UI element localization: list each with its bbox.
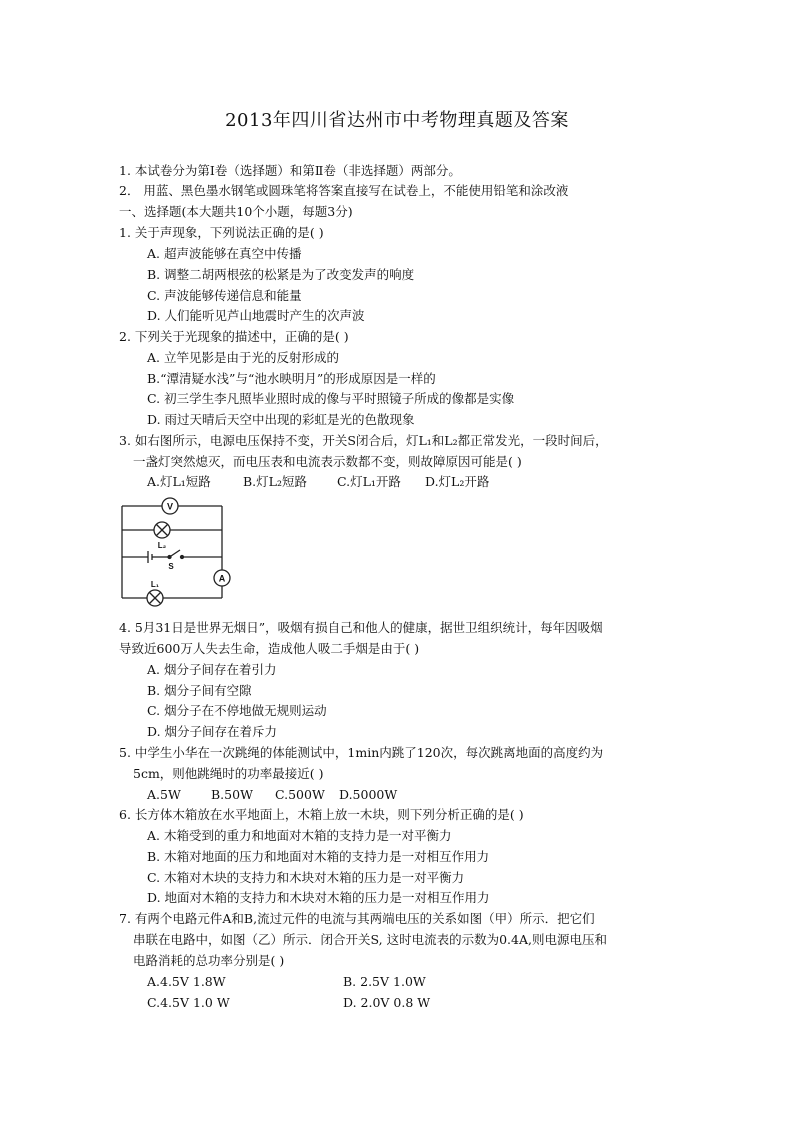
- note-2: 2． 用蓝、黑色墨水钢笔或圆珠笔将答案直接写在试卷上，不能使用铅笔和涂改液: [119, 183, 569, 198]
- q4-option-d: D. 烟分子间存在着斥力: [147, 724, 278, 739]
- q7-options-row2: [147, 994, 430, 1012]
- page-title: 2013年四川省达州市中考物理真题及答案: [225, 110, 569, 131]
- q2-option-a: A. 立竿见影是由于光的反射形成的: [147, 350, 339, 365]
- q4-option-c: C. 烟分子在不停地做无规则运动: [147, 703, 327, 718]
- q1-option-a: A. 超声波能够在真空中传播: [147, 246, 302, 261]
- q3-option-b: B.灯L₂短路: [243, 474, 307, 489]
- q5-option-a: A.5W: [147, 787, 181, 802]
- q6-option-b: B. 木箱对地面的压力和地面对木箱的支持力是一对相互作用力: [147, 849, 490, 864]
- q1-option-b: B. 调整二胡两根弦的松紧是为了改变发声的响度: [147, 267, 415, 282]
- q7-options-row1: [147, 973, 426, 991]
- q5-option-d: D.5000W: [339, 787, 398, 802]
- lamp-l1-label: L₁: [150, 580, 160, 589]
- q3-option-c: C.灯L₁开路: [337, 474, 401, 489]
- q4-option-b: B. 烟分子间有空隙: [147, 683, 252, 698]
- q7-option-a: A.4.5V 1.8W: [147, 974, 226, 989]
- q2-option-b: B.“潭清疑水浅”与“池水映明月”的形成原因是一样的: [147, 371, 436, 386]
- q7-option-c: C.4.5V 1.0 W: [147, 995, 230, 1010]
- q1-option-c: C. 声波能够传递信息和能量: [147, 288, 302, 303]
- q5-stem-line2: 5cm，则他跳绳时的功率最接近( ): [133, 766, 324, 781]
- voltmeter-label: V: [166, 501, 174, 512]
- q3-options: [147, 473, 489, 491]
- q6-option-a: A. 木箱受到的重力和地面对木箱的支持力是一对平衡力: [147, 828, 452, 843]
- q7-stem-line3: 电路消耗的总功率分别是( ): [133, 953, 285, 968]
- q3-stem-line1: 3. 如右图所示，电源电压保持不变，开关S闭合后，灯L₁和L₂都正常发光，一段时间后，: [119, 433, 608, 448]
- q7-stem-line1: 7. 有两个电路元件A和B,流过元件的电流与其两端电压的关系如图（甲）所示．把它们: [119, 911, 595, 926]
- q6-option-d: D. 地面对木箱的支持力和木块对木箱的压力是一对相互作用力: [147, 890, 490, 905]
- q5-stem-line1: 5. 中学生小华在一次跳绳的体能测试中，1min内跳了120次，每次跳离地面的高度约为: [119, 745, 604, 760]
- q1-option-d: D. 人们能听见芦山地震时产生的次声波: [147, 308, 365, 323]
- q2-option-d: D. 雨过天晴后天空中出现的彩虹是光的色散现象: [147, 412, 415, 427]
- q7-option-b: B. 2.5V 1.0W: [343, 974, 426, 989]
- q3-stem-line2: 一盏灯突然熄灭，而电压表和电流表示数都不变，则故障原因可能是( ): [133, 454, 522, 469]
- q5-option-c: C.500W: [275, 787, 325, 802]
- q7-option-d: D. 2.0V 0.8 W: [343, 995, 431, 1010]
- q3-option-d: D.灯L₂开路: [425, 474, 490, 489]
- q3-option-a: A.灯L₁短路: [147, 474, 211, 489]
- lamp-l2-label: L₂: [157, 541, 167, 550]
- note-1: 1. 本试卷分为第Ⅰ卷（选择题）和第Ⅱ卷（非选择题）两部分。: [119, 163, 461, 178]
- q2-stem: 2. 下列关于光现象的描述中，正确的是( ): [119, 329, 349, 344]
- q5-options: [147, 786, 397, 804]
- q5-option-b: B.50W: [211, 787, 253, 802]
- circuit-diagram: [116, 494, 240, 610]
- q4-option-a: A. 烟分子间存在着引力: [147, 662, 277, 677]
- q6-option-c: C. 木箱对木块的支持力和木块对木箱的压力是一对平衡力: [147, 870, 465, 885]
- q4-stem-line2: 导致近600万人失去生命，造成他人吸二手烟是由于( ): [119, 641, 420, 656]
- ammeter-label: A: [218, 573, 226, 584]
- q7-stem-line2: 串联在电路中，如图（乙）所示．闭合开关S, 这时电流表的示数为0.4A,则电源电压和: [133, 932, 607, 947]
- q6-stem: 6. 长方体木箱放在水平地面上，木箱上放一木块，则下列分析正确的是( ): [119, 807, 524, 822]
- q4-stem-line1: 4. 5月31日是世界无烟日”，吸烟有损自己和他人的健康，据世卫组织统计，每年因吸烟: [119, 620, 603, 635]
- switch-label: S: [168, 562, 174, 571]
- q1-stem: 1. 关于声现象，下列说法正确的是( ): [119, 225, 324, 240]
- q2-option-c: C. 初三学生李凡照毕业照时成的像与平时照镜子所成的像都是实像: [147, 391, 515, 406]
- section-heading: 一、选择题(本大题共10个小题，每题3分): [119, 204, 353, 219]
